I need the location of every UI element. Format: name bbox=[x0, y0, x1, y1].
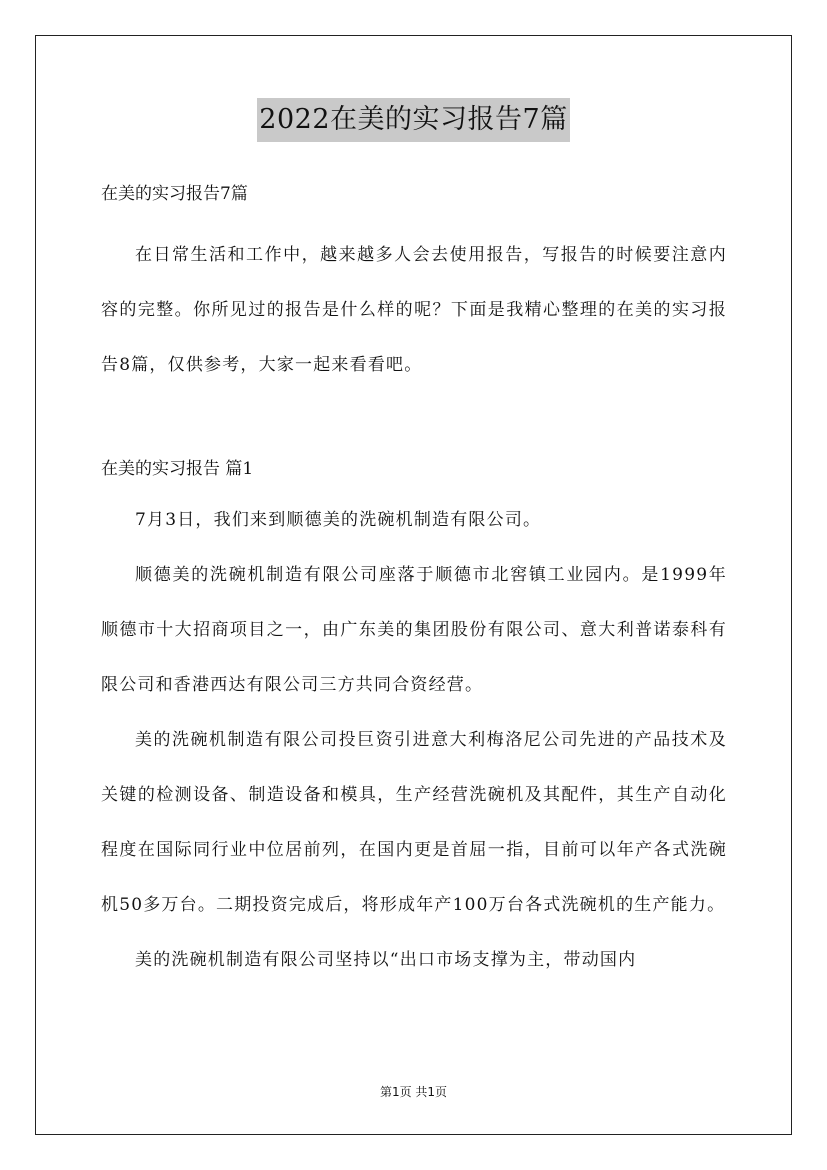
body-paragraph-4: 美的洗碗机制造有限公司坚持以“出口市场支撑为主，带动国内 bbox=[135, 950, 637, 970]
section-heading: 在美的实习报告 篇1 bbox=[101, 459, 254, 479]
document-subtitle: 在美的实习报告7篇 bbox=[101, 184, 248, 204]
body-paragraph-2: 顺德美的洗碗机制造有限公司座落于顺德市北窖镇工业园内。是1999年顺德市十大招商项目之一，由广东美的集团股份有限公司、意大利普诺泰科有限公司和香港西达有限公司三方共同合资经营。 bbox=[101, 565, 727, 695]
document-body bbox=[101, 170, 727, 988]
title-container bbox=[0, 98, 827, 142]
page-footer: 第1页 共1页 bbox=[379, 1085, 448, 1099]
body-paragraph-1: 7月3日，我们来到顺德美的洗碗机制造有限公司。 bbox=[135, 510, 542, 530]
spacer bbox=[101, 393, 727, 445]
document-title: 2022在美的实习报告7篇 bbox=[257, 98, 569, 142]
body-paragraph-3: 美的洗碗机制造有限公司投巨资引进意大利梅洛尼公司先进的产品技术及关键的检测设备、制造设备和模具，生产经营洗碗机及其配件，其生产自动化程度在国际同行业中位居前列，在国内更是首屈一指，目前可以年产各式洗碗机50多万台。二期投资完成后，将形成年产100万台各式洗碗机的生产能力。 bbox=[101, 730, 727, 915]
intro-paragraph: 在日常生活和工作中，越来越多人会去使用报告，写报告的时候要注意内容的完整。你所见过的报告是什么样的呢？下面是我精心整理的在美的实习报告8篇，仅供参考，大家一起来看看吧。 bbox=[101, 245, 727, 375]
spacer bbox=[101, 218, 727, 228]
